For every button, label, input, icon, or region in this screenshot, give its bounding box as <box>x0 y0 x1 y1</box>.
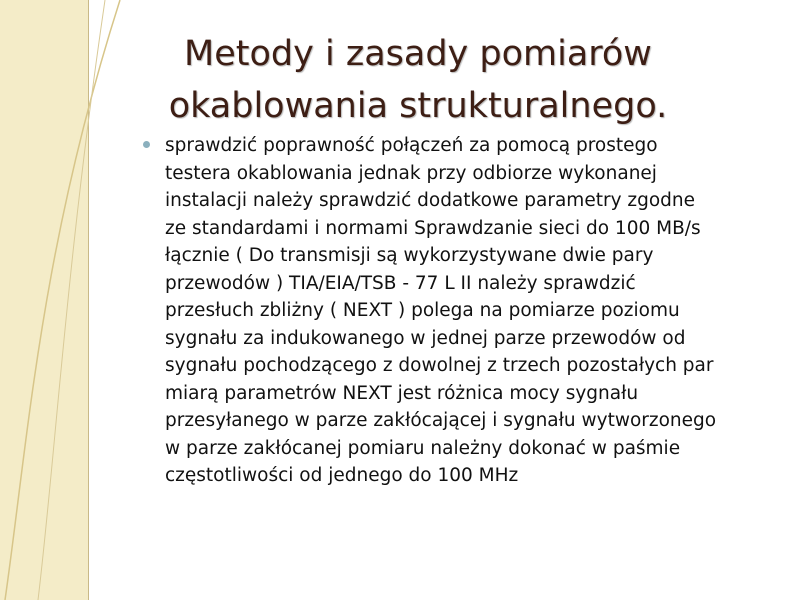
title-line-1: Metody i zasady pomiarów <box>184 34 652 74</box>
slide-title <box>118 28 718 132</box>
bullet-text: sprawdzić poprawność połączeń za pomocą prostego testera okablowania jednak przy odbiorze wykonanej instalacji należy sprawdzić dodatkowe parametry zgodne ze standardami i normami Sprawdzanie sieci do 100 MB/s łącznie ( Do transmisji są wykorzystywane dwie pary przewodów ) TIA/EIA/TSB - 77 L II należy sprawdzić przesłuch zbliżny ( NEXT ) polega na pomiarze poziomu sygnału za indukowanego w jednej parze przewodów od sygnału pochodzącego z dowolnej z trzech pozostałych par miarą parametrów NEXT jest różnica mocy sygnału przesyłanego w parze zakłócającej i sygnału wytworzonego w parze zakłócanej pomiaru należny dokonać w paśmie częstotliwości od jednego do 100 MHz <box>165 135 717 486</box>
title-line-2: okablowania strukturalnego. <box>168 86 668 126</box>
bullet-dot-icon <box>143 141 150 148</box>
bullet-list <box>140 132 780 490</box>
